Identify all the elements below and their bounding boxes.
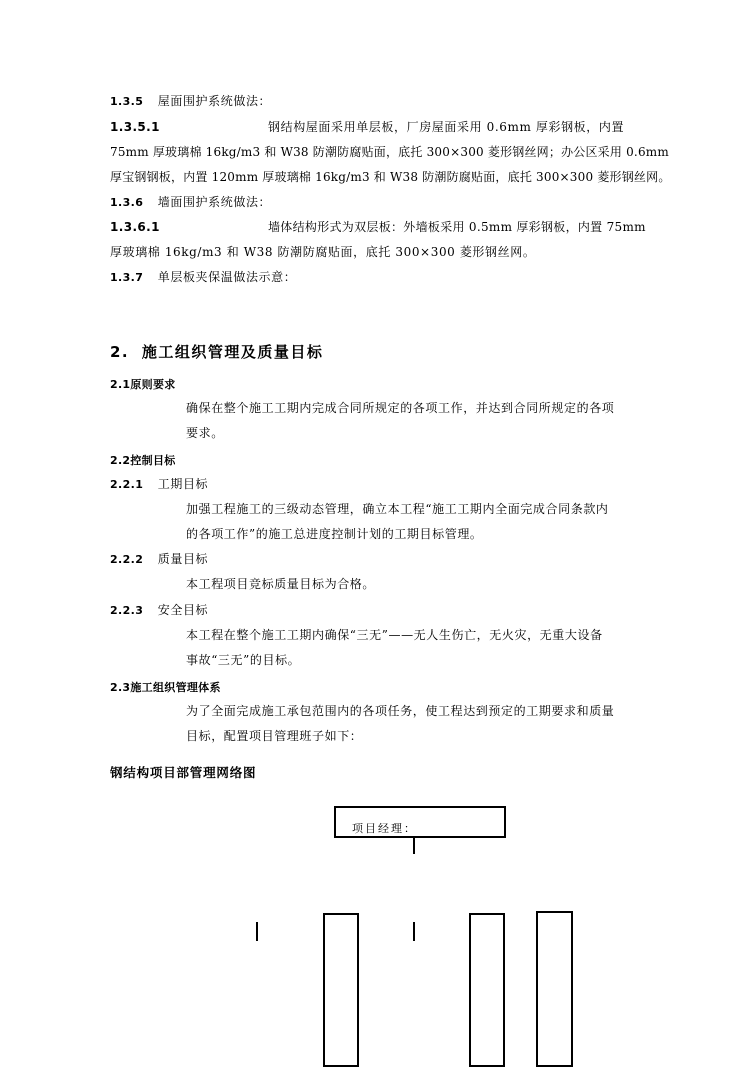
section-2-2-1 (110, 477, 208, 492)
section-2-2-2 (110, 552, 208, 567)
paragraph-line: 本工程项目竞标质量目标为合格。 (186, 577, 376, 591)
section-number: 1.3.5 (110, 95, 144, 108)
paragraph-line: 厚宝钢钢板，内置 120mm 厚玻璃棉 16kg/m3 和 W38 防潮防腐贴面，底托 300×300 菱形钢丝网。 (110, 170, 671, 184)
section-number-1-3-6-1: 1.3.6.1 (110, 220, 160, 234)
section-title: 墙面围护系统做法： (157, 195, 272, 209)
org-chart-title: 钢结构项目部管理网络图 (110, 765, 257, 780)
section-2-2-3 (110, 603, 208, 618)
section-title: 质量目标 (157, 552, 209, 566)
section-title: 屋面围护系统做法： (157, 94, 272, 108)
connector-line (413, 836, 415, 854)
paragraph-line: 钢结构屋面采用单层板，厂房屋面采用 0.6mm 厚彩钢板，内置 (268, 120, 625, 134)
connector-line (256, 922, 258, 941)
connector-line (413, 922, 415, 941)
paragraph-line: 墙体结构形式为双层板：外墙板采用 0.5mm 厚彩钢板，内置 75mm (268, 220, 646, 234)
section-number: 2.2.1 (110, 478, 144, 491)
paragraph-line: 为了全面完成施工承包范围内的各项任务，使工程达到预定的工期要求和质量 (186, 704, 615, 718)
paragraph-line: 目标，配置项目管理班子如下： (186, 729, 363, 743)
section-1-3-6 (110, 195, 271, 210)
department-box (536, 911, 573, 1067)
section-number-1-3-5-1: 1.3.5.1 (110, 120, 160, 134)
department-box (469, 913, 505, 1067)
section-1-3-5 (110, 94, 271, 109)
department-box (323, 913, 359, 1067)
chapter-heading (110, 341, 323, 362)
project-manager-label: 项目经理： (352, 822, 417, 835)
paragraph-line: 加强工程施工的三级动态管理，确立本工程“施工工期内全面完成合同条款内 (186, 502, 609, 516)
section-number: 1.3.7 (110, 271, 144, 284)
paragraph-line: 厚玻璃棉 16kg/m3 和 W38 防潮防腐贴面，底托 300×300 菱形钢丝网。 (110, 245, 536, 259)
paragraph-line: 要求。 (186, 426, 224, 440)
paragraph-line: 本工程在整个施工工期内确保“三无”——无人生伤亡，无火灾，无重大设备 (186, 628, 603, 642)
section-heading-2-1: 2.1原则要求 (110, 378, 176, 391)
paragraph-line: 确保在整个施工工期内完成合同所规定的各项工作，并达到合同所规定的各项 (186, 401, 615, 415)
section-title: 单层板夹保温做法示意： (157, 270, 297, 284)
section-number: 1.3.6 (110, 196, 144, 209)
section-title: 安全目标 (157, 603, 209, 617)
project-manager-box (334, 806, 506, 838)
section-heading-2-3: 2.3施工组织管理体系 (110, 681, 221, 694)
chapter-title: 施工组织管理及质量目标 (141, 343, 324, 361)
chapter-number: 2. (110, 343, 130, 361)
section-heading-2-2: 2.2控制目标 (110, 454, 176, 467)
section-title: 工期目标 (157, 477, 209, 491)
section-1-3-7 (110, 270, 296, 285)
section-number: 2.2.3 (110, 604, 144, 617)
paragraph-line: 事故“三无”的目标。 (186, 653, 301, 667)
paragraph-line: 75mm 厚玻璃棉 16kg/m3 和 W38 防潮防腐贴面，底托 300×300 菱形钢丝网；办公区采用 0.6mm (110, 145, 669, 159)
paragraph-line: 的各项工作”的施工总进度控制计划的工期目标管理。 (186, 527, 483, 541)
section-number: 2.2.2 (110, 553, 144, 566)
